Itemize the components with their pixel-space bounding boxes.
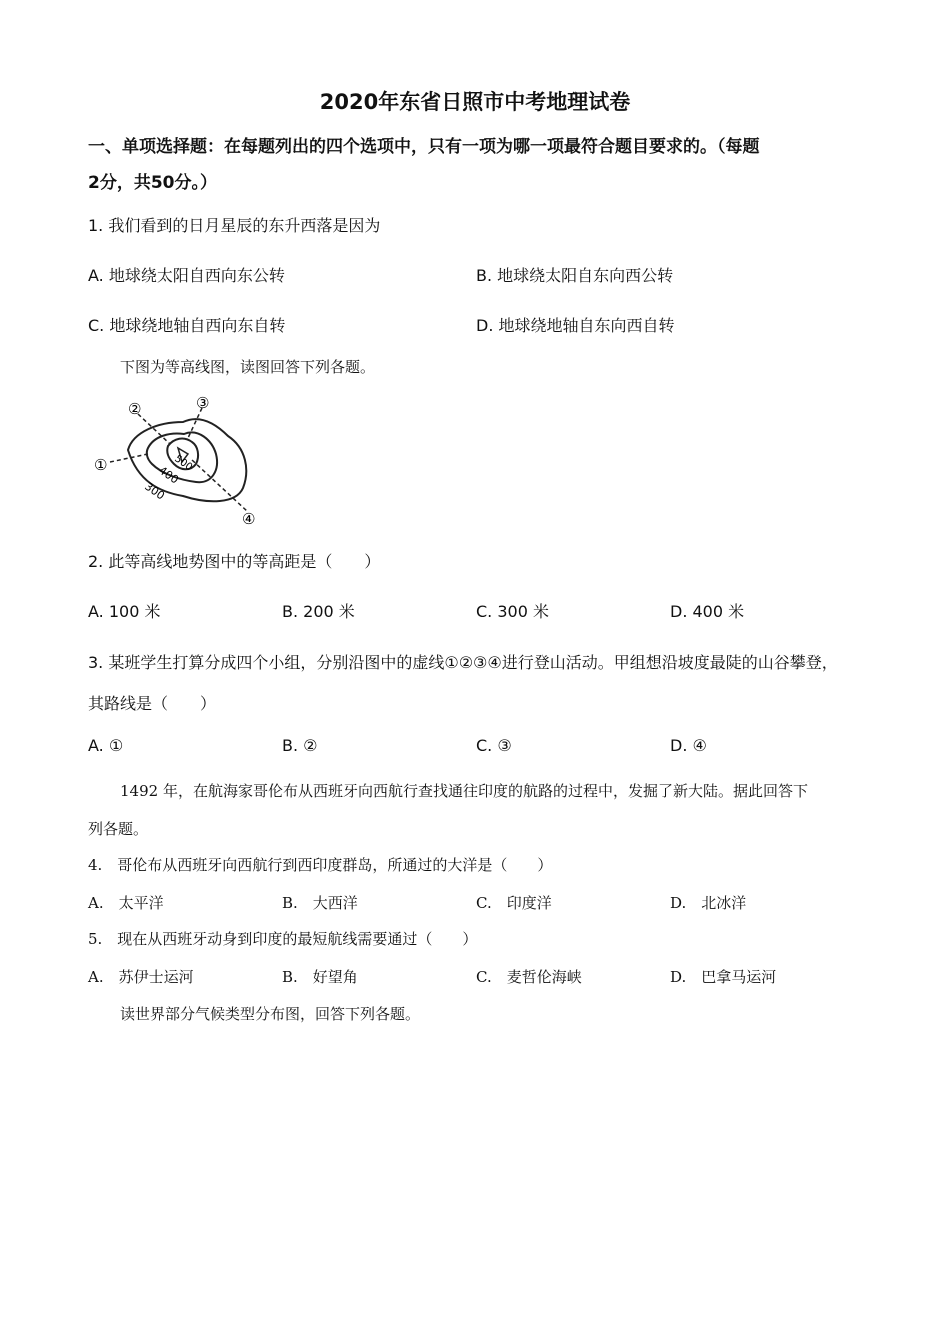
q2-option-a[interactable]: A. 100 米 bbox=[88, 602, 161, 621]
columbus-intro-line1: 1492 年，在航海家哥伦布从西班牙向西航行查找通往印度的航路的过程中，发掘了新大陆。据此回答下 bbox=[120, 782, 808, 800]
q5-option-c[interactable]: C. 麦哲伦海峡 bbox=[476, 968, 582, 986]
q3-option-b[interactable]: B. ② bbox=[282, 736, 318, 755]
q1-option-c[interactable]: C. 地球绕地轴自西向东自转 bbox=[88, 316, 286, 335]
q4-option-c[interactable]: C. 印度洋 bbox=[476, 894, 552, 912]
contour-map-figure bbox=[88, 392, 268, 530]
q1-option-d[interactable]: D. 地球绕地轴自东向西自转 bbox=[476, 316, 675, 335]
q3-option-d[interactable]: D. ④ bbox=[670, 736, 707, 755]
q5-stem: 5. 现在从西班牙动身到印度的最短航线需要通过（ ） bbox=[88, 930, 478, 948]
route-label-1: ① bbox=[94, 456, 108, 474]
q5-option-b[interactable]: B. 好望角 bbox=[282, 968, 358, 986]
elevation-label-500: 500 bbox=[172, 453, 195, 474]
q3-stem-line2: 其路线是（ ） bbox=[88, 694, 217, 713]
q5-option-a[interactable]: A. 苏伊士运河 bbox=[88, 968, 194, 986]
q5-option-d[interactable]: D. 巴拿马运河 bbox=[670, 968, 777, 986]
q2-option-b[interactable]: B. 200 米 bbox=[282, 602, 355, 621]
q4-option-b[interactable]: B. 大西洋 bbox=[282, 894, 358, 912]
q1-option-a[interactable]: A. 地球绕太阳自西向东公转 bbox=[88, 266, 285, 285]
q3-option-a[interactable]: A. ① bbox=[88, 736, 124, 755]
climate-intro: 读世界部分气候类型分布图，回答下列各题。 bbox=[120, 1005, 421, 1023]
q3-option-c[interactable]: C. ③ bbox=[476, 736, 512, 755]
route-label-3: ③ bbox=[196, 394, 210, 412]
route-label-4: ④ bbox=[242, 510, 256, 528]
section-heading-line2: 2分，共50分。） bbox=[88, 173, 217, 193]
q2-option-c[interactable]: C. 300 米 bbox=[476, 602, 549, 621]
q2-option-d[interactable]: D. 400 米 bbox=[670, 602, 745, 621]
q4-stem: 4. 哥伦布从西班牙向西航行到西印度群岛，所通过的大洋是（ ） bbox=[88, 856, 553, 874]
elevation-label-300: 300 bbox=[142, 479, 167, 503]
q1-stem: 1. 我们看到的日月星辰的东升西落是因为 bbox=[88, 216, 381, 235]
q4-option-d[interactable]: D. 北冰洋 bbox=[670, 894, 747, 912]
columbus-intro-line2: 列各题。 bbox=[88, 820, 149, 838]
page-title: 2020年东省日照市中考地理试卷 bbox=[319, 90, 631, 114]
route-4-line bbox=[192, 460, 248, 512]
contour-intro: 下图为等高线图，读图回答下列各题。 bbox=[120, 358, 376, 376]
q4-option-a[interactable]: A. 太平洋 bbox=[88, 894, 164, 912]
section-heading-line1: 一、单项选择题：在每题列出的四个选项中，只有一项为哪一项最符合题目要求的。（每题 bbox=[88, 137, 760, 157]
q3-stem-line1: 3. 某班学生打算分成四个小组，分别沿图中的虚线①②③④进行登山活动。甲组想沿坡度最陡的山谷攀登， bbox=[88, 653, 838, 672]
elevation-label-400: 400 bbox=[156, 463, 181, 487]
q2-stem: 2. 此等高线地势图中的等高距是（ ） bbox=[88, 552, 381, 571]
q1-option-b[interactable]: B. 地球绕太阳自东向西公转 bbox=[476, 266, 674, 285]
route-label-2: ② bbox=[128, 400, 142, 418]
